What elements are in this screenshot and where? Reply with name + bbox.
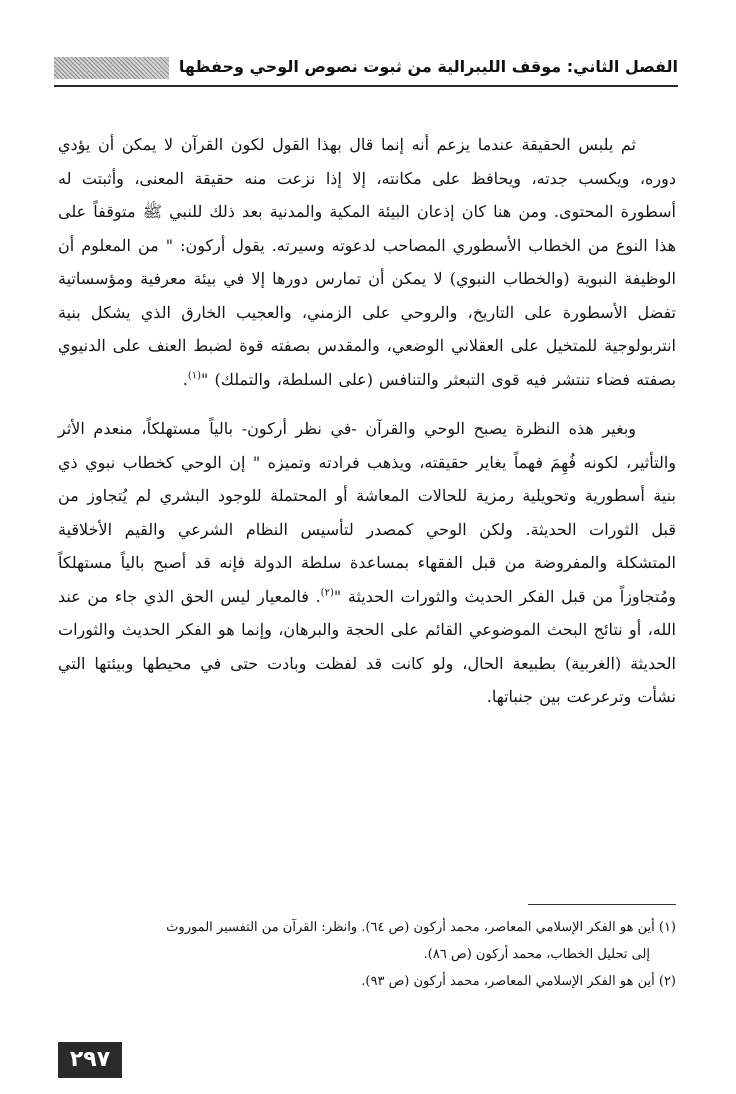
chapter-title: الفصل الثاني: موقف الليبرالية من ثبوت نصوص الوحي وحفظها	[178, 57, 678, 76]
paragraph-1-tail: .	[182, 369, 188, 389]
running-header	[54, 52, 678, 88]
footnote-1: (١) أين هو الفكر الإسلامي المعاصر، محمد أركون (ص ٦٤). وانظر: القرآن من التفسير الموروث	[166, 920, 676, 935]
header-decorative-band	[54, 57, 169, 79]
paragraph-2	[58, 412, 676, 714]
footnotes	[58, 914, 676, 995]
footnote-2: (٢) أين هو الفكر الإسلامي المعاصر، محمد أركون (ص ٩٣).	[361, 974, 676, 989]
footnote-ref-1: (١)	[187, 370, 202, 382]
paragraph-1	[58, 128, 676, 396]
footnote-1-continuation: إلى تحليل الخطاب، محمد أركون (ص ٨٦).	[423, 947, 650, 962]
footnote-separator	[528, 904, 676, 905]
paragraph-2-tail: . فالمعيار ليس الحق الذي جاء من عند الله، أو نتائج البحث الموضوعي القائم على الحجة والبرهان، وإنما هو الفكر الحديث والثورات الحديثة (الغربية) بطبيعة الحال، ولو كانت قد لفظت وبادت حتى في محيطها وبيئتها التي نشأت وترعرعت بين جنباتها.	[58, 586, 676, 706]
main-text	[58, 128, 676, 730]
paragraph-2-text: وبغير هذه النظرة يصبح الوحي والقرآن -في نظر أركون- بالياً مستهلكاً، منعدم الأثر والتأثير، لكونه فُهِمَ فهماً يغاير حقيقته، ويذهب فرادته وتميزه " إن الوحي كخطاب نبوي ذي بنية أسطورية وتحويلية رمزية للحالات المعاشة أو المحتملة للوجود البشري لم يُتجاوز من قبل الثورات الحديثة. ولكن الوحي كمصدر لتأسيس النظام الشرعي والقيم الأخلاقية المتشكلة والمفروضة من قبل الفقهاء بمساعدة سلطة الدولة فإنه قد أصبح بالياً مستهلكاً ومُتجاوزاً من قبل الفكر الحديث والثورات الحديثة "	[58, 419, 677, 606]
footnote-ref-2: (٢)	[320, 587, 334, 599]
paragraph-1-text: ثم يلبس الحقيقة عندما يزعم أنه إنما قال بهذا القول لكون القرآن لا يمكن أن يؤدي دوره، ويكسب جدته، ويحافظ على مكانته، إلا إذا نزعت منه حقيقة المعنى، وأثبتت له أسطورة المحتوى. ومن هنا كان إذعان البيئة المكية والمدنية بعد ذلك للنبي ﷺ متوقفاً على هذا النوع من الخطاب الأسطوري المصاحب لدعوته وسيرته. يقول أركون: " من المعلوم أن الوظيفة النبوية (والخطاب النبوي) لا يمكن أن تمارس دورها إلا في بيئة معرفية ومؤسساتية تفضل الأسطورة على التاريخ، والروحي على الزمني، والعجيب الخارق الذي يشكل بنية انتربولوجية للمتخيل على العقلاني الوضعي، والمقدس بصفته قوة لضبط العنف على الدنيوي بصفته فضاء تنتشر فيه قوى التبعثر والتنافس (على السلطة، والتملك) "	[58, 135, 677, 389]
page-number: ٢٩٧	[58, 1042, 122, 1078]
header-rule	[54, 85, 678, 87]
